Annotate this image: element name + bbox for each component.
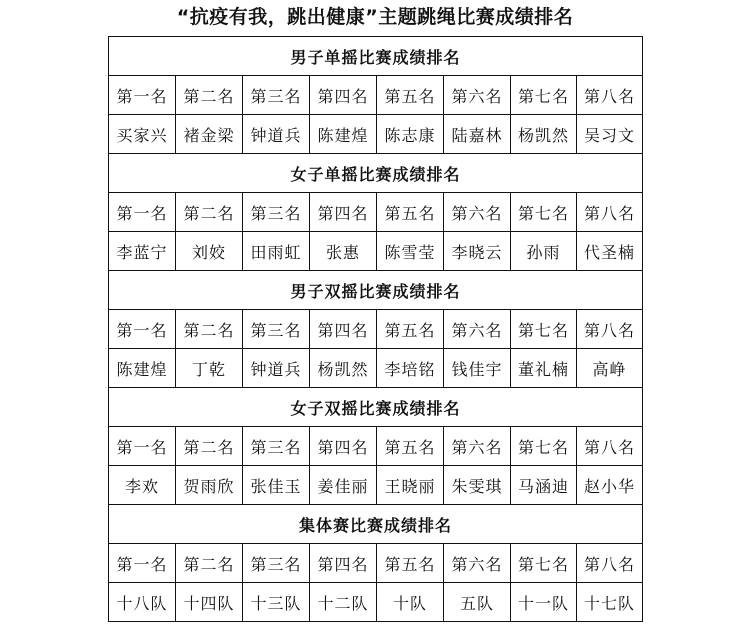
rank-label: 第六名	[444, 193, 511, 232]
winner-name: 十三队	[243, 583, 310, 622]
rank-label: 第四名	[310, 193, 377, 232]
rank-label: 第四名	[310, 427, 377, 466]
rank-label: 第六名	[444, 427, 511, 466]
winner-name: 陈雪莹	[377, 232, 444, 271]
winner-names-row	[109, 466, 643, 505]
rank-label: 第五名	[377, 76, 444, 115]
rank-header-row	[109, 310, 643, 349]
winner-name: 李培铭	[377, 349, 444, 388]
rank-label: 第三名	[243, 193, 310, 232]
rank-header-row	[109, 427, 643, 466]
section-heading-row	[109, 388, 643, 427]
rank-header-row	[109, 76, 643, 115]
winner-name: 李蓝宁	[109, 232, 176, 271]
winner-name: 赵小华	[577, 466, 643, 505]
section-heading: 集体赛比赛成绩排名	[109, 505, 643, 544]
rank-header-row	[109, 193, 643, 232]
rank-label: 第七名	[511, 76, 577, 115]
rank-label: 第六名	[444, 310, 511, 349]
winner-name: 陈建煌	[109, 349, 176, 388]
rank-label: 第一名	[109, 310, 176, 349]
rank-label: 第三名	[243, 310, 310, 349]
rank-label: 第六名	[444, 544, 511, 583]
rank-label: 第四名	[310, 310, 377, 349]
document-title: “抗疫有我，跳出健康”主题跳绳比赛成绩排名	[176, 6, 574, 28]
winner-name: 姜佳丽	[310, 466, 377, 505]
rank-label: 第八名	[577, 310, 643, 349]
winner-name: 王晓丽	[377, 466, 444, 505]
winner-name: 陆嘉林	[444, 115, 511, 154]
winner-name: 钟道兵	[243, 115, 310, 154]
winner-name: 五队	[444, 583, 511, 622]
winner-name: 杨凯然	[310, 349, 377, 388]
winner-names-row	[109, 583, 643, 622]
rank-header-row	[109, 544, 643, 583]
winner-name: 董礼楠	[511, 349, 577, 388]
rank-label: 第五名	[377, 427, 444, 466]
winner-names-row	[109, 232, 643, 271]
results-table-body	[109, 37, 643, 622]
winner-name: 孙雨	[511, 232, 577, 271]
rank-label: 第二名	[176, 76, 243, 115]
winner-name: 高峥	[577, 349, 643, 388]
winner-name: 买家兴	[109, 115, 176, 154]
section-heading: 女子双摇比赛成绩排名	[109, 388, 643, 427]
section-heading-row	[109, 271, 643, 310]
rank-label: 第四名	[310, 544, 377, 583]
rank-label: 第五名	[377, 544, 444, 583]
results-table	[108, 36, 643, 622]
rank-label: 第八名	[577, 544, 643, 583]
winner-name: 陈建煌	[310, 115, 377, 154]
winner-name: 田雨虹	[243, 232, 310, 271]
section-heading: 男子双摇比赛成绩排名	[109, 271, 643, 310]
winner-name: 李欢	[109, 466, 176, 505]
rank-label: 第三名	[243, 427, 310, 466]
rank-label: 第六名	[444, 76, 511, 115]
section-heading-row	[109, 154, 643, 193]
rank-label: 第八名	[577, 193, 643, 232]
rank-label: 第一名	[109, 544, 176, 583]
rank-label: 第七名	[511, 310, 577, 349]
winner-name: 褚金梁	[176, 115, 243, 154]
winner-names-row	[109, 349, 643, 388]
winner-name: 朱雯琪	[444, 466, 511, 505]
winner-name: 吴习文	[577, 115, 643, 154]
winner-names-row	[109, 115, 643, 154]
rank-label: 第五名	[377, 193, 444, 232]
winner-name: 钟道兵	[243, 349, 310, 388]
winner-name: 贺雨欣	[176, 466, 243, 505]
section-heading: 男子单摇比赛成绩排名	[109, 37, 643, 76]
winner-name: 马涵迪	[511, 466, 577, 505]
winner-name: 张惠	[310, 232, 377, 271]
winner-name: 刘姣	[176, 232, 243, 271]
winner-name: 代圣楠	[577, 232, 643, 271]
rank-label: 第二名	[176, 310, 243, 349]
winner-name: 十队	[377, 583, 444, 622]
rank-label: 第八名	[577, 427, 643, 466]
rank-label: 第七名	[511, 427, 577, 466]
winner-name: 十四队	[176, 583, 243, 622]
rank-label: 第七名	[511, 544, 577, 583]
rank-label: 第三名	[243, 76, 310, 115]
rank-label: 第七名	[511, 193, 577, 232]
rank-label: 第四名	[310, 76, 377, 115]
rank-label: 第一名	[109, 76, 176, 115]
winner-name: 十八队	[109, 583, 176, 622]
section-heading-row	[109, 37, 643, 76]
winner-name: 钱佳宇	[444, 349, 511, 388]
winner-name: 十一队	[511, 583, 577, 622]
rank-label: 第二名	[176, 544, 243, 583]
section-heading: 女子单摇比赛成绩排名	[109, 154, 643, 193]
winner-name: 陈志康	[377, 115, 444, 154]
rank-label: 第五名	[377, 310, 444, 349]
rank-label: 第二名	[176, 193, 243, 232]
winner-name: 张佳玉	[243, 466, 310, 505]
rank-label: 第一名	[109, 193, 176, 232]
winner-name: 十七队	[577, 583, 643, 622]
winner-name: 杨凯然	[511, 115, 577, 154]
winner-name: 李晓云	[444, 232, 511, 271]
winner-name: 丁乾	[176, 349, 243, 388]
rank-label: 第三名	[243, 544, 310, 583]
rank-label: 第二名	[176, 427, 243, 466]
rank-label: 第八名	[577, 76, 643, 115]
rank-label: 第一名	[109, 427, 176, 466]
section-heading-row	[109, 505, 643, 544]
winner-name: 十二队	[310, 583, 377, 622]
